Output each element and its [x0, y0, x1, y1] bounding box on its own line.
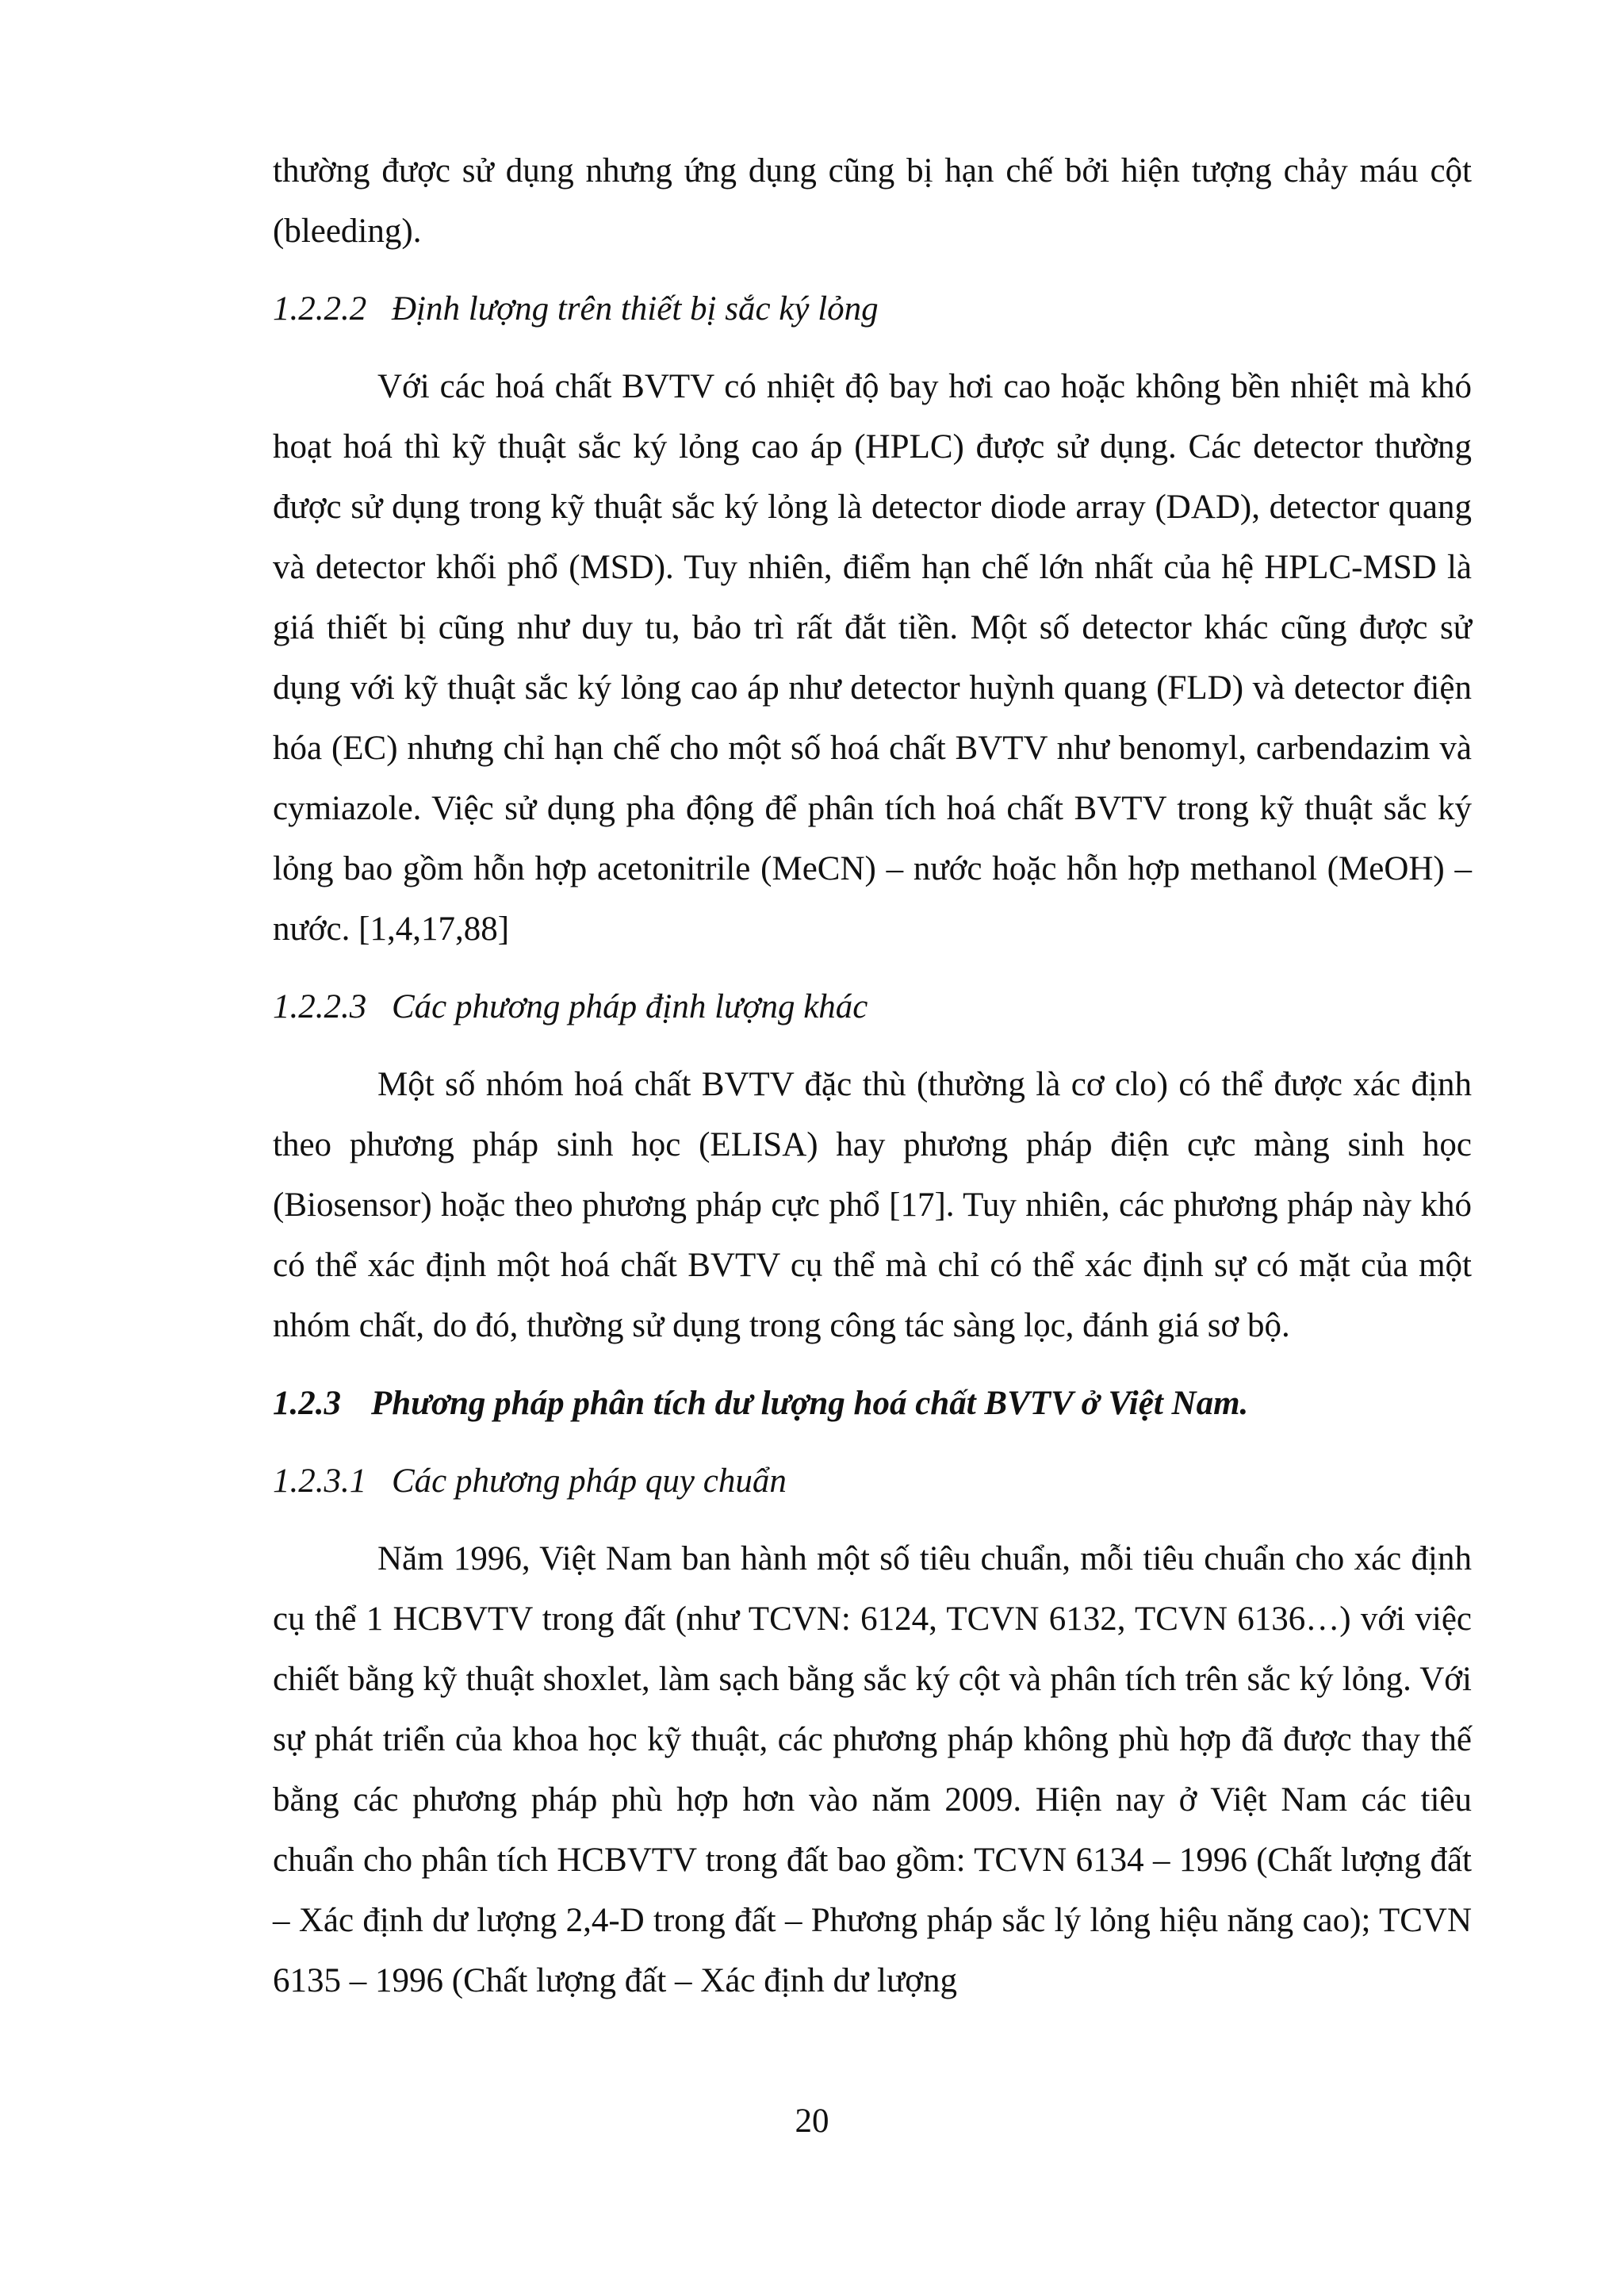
subsection-title: Các phương pháp quy chuẩn: [392, 1462, 787, 1500]
subsection-heading-1-2-2-2: [273, 279, 1472, 339]
subsection-heading-1-2-3-1: [273, 1451, 1472, 1512]
paragraph-other-methods: Một số nhóm hoá chất BVTV đặc thù (thường là cơ clo) có thể được xác định theo phương pháp sinh học (ELISA) hay phương pháp điện cực màng sinh học (Biosensor) hoặc theo phương pháp cực phổ [17]. Tuy nhiên, các phương pháp này khó có thể xác định một hoá chất BVTV cụ thể mà chỉ có thể xác định sự có mặt của một nhóm chất, do đó, thường sử dụng trong công tác sàng lọc, đánh giá sơ bộ.: [273, 1066, 1472, 1344]
subsection-heading-1-2-2-3: [273, 977, 1472, 1037]
subsection-title: Các phương pháp định lượng khác: [392, 988, 868, 1025]
section-title: Phương pháp phân tích dư lượng hoá chất BVTV ở Việt Nam.: [371, 1385, 1249, 1422]
paragraph-hplc: Với các hoá chất BVTV có nhiệt độ bay hơi cao hoặc không bền nhiệt mà khó hoạt hoá thì kỹ thuật sắc ký lỏng cao áp (HPLC) được sử dụng. Các detector thường được sử dụng trong kỹ thuật sắc ký lỏng là detector diode array (DAD), detector quang và detector khối phổ (MSD). Tuy nhiên, điểm hạn chế lớn nhất của hệ HPLC-MSD là giá thiết bị cũng như duy tu, bảo trì rất đắt tiền. Một số detector khác cũng được sử dụng với kỹ thuật sắc ký lỏng cao áp như detector huỳnh quang (FLD) và detector điện hóa (EC) nhưng chỉ hạn chế cho một số hoá chất BVTV như benomyl, carbendazim và cymiazole. Việc sử dụng pha động để phân tích hoá chất BVTV trong kỹ thuật sắc ký lỏng bao gồm hỗn hợp acetonitrile (MeCN) – nước hoặc hỗn hợp methanol (MeOH) – nước. [1,4,17,88]: [273, 368, 1472, 948]
paragraph-continued: thường được sử dụng nhưng ứng dụng cũng bị hạn chế bởi hiện tượng chảy máu cột (bleeding).: [273, 152, 1472, 250]
subsection-number: 1.2.2.2: [273, 290, 367, 328]
subsection-number: 1.2.3.1: [273, 1462, 367, 1500]
subsection-title: Định lượng trên thiết bị sắc ký lỏng: [392, 290, 879, 328]
section-heading-1-2-3: [273, 1374, 1472, 1434]
subsection-number: 1.2.2.3: [273, 988, 367, 1025]
paragraph-standards: Năm 1996, Việt Nam ban hành một số tiêu chuẩn, mỗi tiêu chuẩn cho xác định cụ thể 1 HCBVTV trong đất (như TCVN: 6124, TCVN 6132, TCVN 6136…) với việc chiết bằng kỹ thuật shoxlet, làm sạch bằng sắc ký cột và phân tích trên sắc ký lỏng. Với sự phát triển của khoa học kỹ thuật, các phương pháp không phù hợp đã được thay thế bằng các phương pháp phù hợp hơn vào năm 2009. Hiện nay ở Việt Nam các tiêu chuẩn cho phân tích HCBVTV trong đất bao gồm: TCVN 6134 – 1996 (Chất lượng đất – Xác định dư lượng 2,4-D trong đất – Phương pháp sắc lý lỏng hiệu năng cao); TCVN 6135 – 1996 (Chất lượng đất – Xác định dư lượng: [273, 1540, 1472, 1999]
page-number: 20: [795, 2102, 829, 2140]
page-body: [273, 141, 1472, 2011]
section-number: 1.2.3: [273, 1385, 341, 1422]
